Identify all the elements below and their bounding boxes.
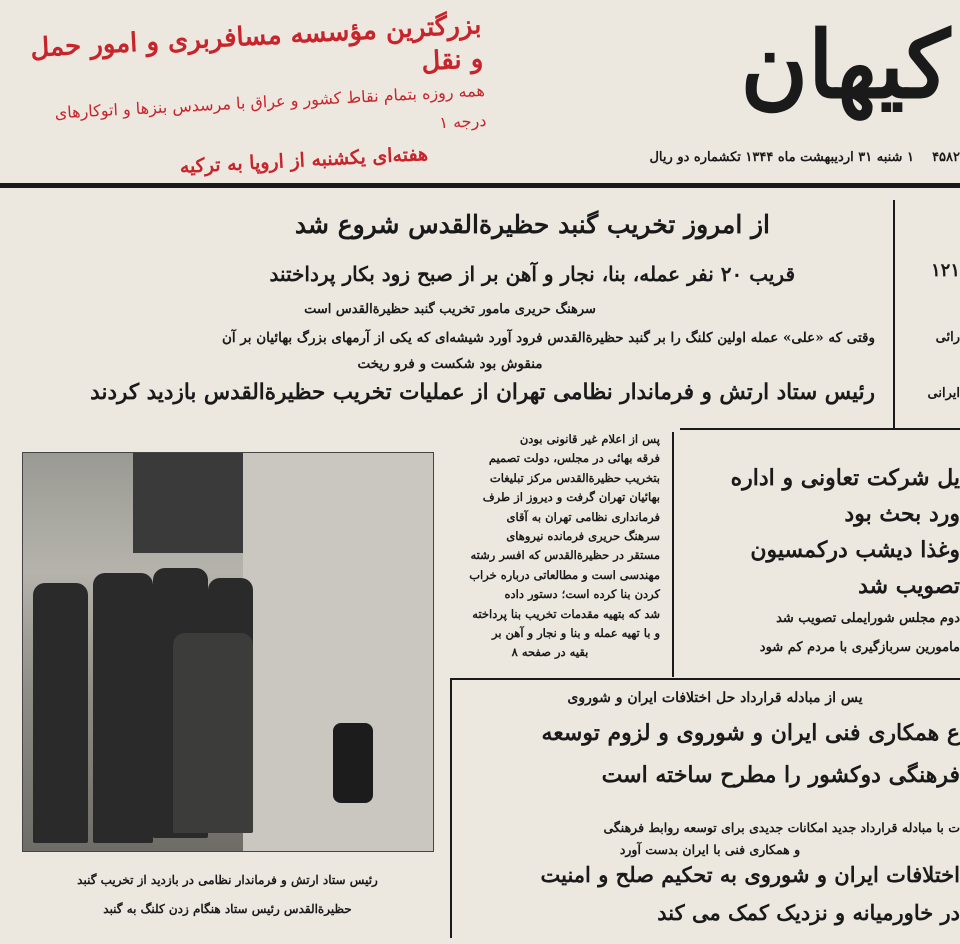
body-line: فرقه بهائی در مجلس، دولت تصمیم	[488, 451, 660, 466]
column-divider-right	[893, 200, 895, 428]
photo-caption-2: حظیرةالقدس رئیس ستاد هنگام زدن کلنگ به گنبد	[103, 902, 352, 916]
lead-bottom-rule	[680, 428, 960, 430]
lead-subhead-3: وقتی که «علی» عمله اولین کلنگ را بر گنبد حظیرةالقدس فرود آورد شیشه‌ای که یکی از آرمهای بزرگ بهائیان بر آن	[221, 330, 875, 346]
continued-note: بقیه در صفحه ۸	[511, 645, 589, 660]
bottom-story-side-rule	[450, 678, 452, 938]
right-story-line: وغذا دیشب درکمسیون	[750, 537, 960, 563]
photo-caption-1: رئیس ستاد ارتش و فرماندار نظامی در بازدید از تخریب گنبد	[77, 873, 378, 887]
body-line: فرمانداری نظامی تهران به آقای	[506, 509, 660, 524]
body-line: مهندسی است و مطالعاتی درباره خراب	[469, 567, 660, 582]
ad-line-3: هفته‌ای یکشنبه از اروپا به ترکیه	[179, 142, 429, 178]
right-snippet-1: ۱۲۱	[930, 260, 960, 281]
figure-shape	[33, 583, 88, 843]
bottom-text-2: و همکاری فنی با ایران بدست آورد	[619, 842, 801, 857]
body-line: بهائیان تهران گرفت و دیروز از طرف	[482, 490, 660, 505]
body-text-column	[440, 430, 660, 663]
ad-line-1: بزرگترین مؤسسه مسافربری و امور حمل و نقل	[29, 9, 484, 78]
lead-headline-2: رئیس ستاد ارتش و فرماندار نظامی تهران از عملیات تخریب حظیرةالقدس بازدید کردند	[90, 380, 875, 405]
body-line: بتخریب حظیرةالقدس مرکز تبلیغات	[489, 470, 660, 485]
body-line: مستقر در حظیرةالقدس که افسر رشته	[470, 548, 660, 563]
right-story-line: تصویب شد	[858, 573, 960, 599]
right-snippet-2: رائی	[935, 330, 960, 345]
news-photo	[22, 452, 434, 852]
dateline	[470, 150, 960, 165]
dateline-text: ۱ شنبه ۳۱ اردیبهشت ماه ۱۳۴۴ تکشماره دو ریال	[649, 150, 914, 165]
right-story-line: مامورین سربازگیری با مردم کم شود	[759, 640, 960, 655]
issue-number: ۴۵۸۲	[932, 150, 960, 165]
right-story-line: ورد بحث بود	[844, 501, 960, 527]
bottom-kicker: یس از مبادله قرارداد حل اختلافات ایران و شوروی	[567, 690, 863, 706]
body-line: شد که بتهیه مقدمات تخریب بنا پرداخته	[472, 606, 660, 621]
bottom-headline-4: در خاورمیانه و نزدیک کمک می کند	[657, 900, 960, 925]
masthead-title: کیهان	[740, 11, 950, 119]
figure-shape	[93, 573, 153, 843]
masthead-rule	[0, 183, 960, 188]
dome-hole	[333, 723, 373, 803]
bottom-story-rule	[452, 678, 960, 680]
bottom-headline-1: ع همکاری فنی ایران و شوروی و لزوم توسعه	[541, 720, 960, 746]
right-column-story	[690, 460, 960, 662]
body-line: و با تهیه عمله و بنا و نجار و آهن بر	[492, 626, 660, 641]
lead-subhead-2: سرهنگ حریری مامور تخریب گنبد حظیرةالقدس است	[304, 302, 596, 317]
body-line: پس از اعلام غیر قانونی بودن	[519, 432, 660, 446]
ad-line-2: همه روزه بتمام نقاط کشور و عراق با مرسدس بنزها و اتوکارهای درجه ۱	[54, 80, 487, 133]
bottom-text-1: ت با مبادله قرارداد جدید امکانات جدیدی برای توسعه روابط فرهنگی	[603, 820, 960, 835]
right-story-line: یل شرکت تعاونی و اداره	[730, 465, 960, 491]
right-story-line: دوم مجلس شورایملی تصویب شد	[776, 611, 960, 626]
lead-subhead-4: منقوش بود شکست و فرو ریخت	[357, 356, 543, 372]
lead-headline: از امروز تخریب گنبد حظیرةالقدس شروع شد	[294, 210, 770, 239]
advertisement	[16, 0, 488, 178]
bottom-headline-3: اختلافات ایران و شوروی به تحکیم صلح و امنیت	[540, 862, 960, 887]
right-snippet-3: ایرانی	[927, 386, 960, 401]
bottom-headline-2: فرهنگی دوکشور را مطرح ساخته است	[601, 762, 960, 788]
body-line: کردن بنا کرده است؛ دستور داده	[504, 587, 660, 602]
figure-shape	[173, 633, 253, 833]
column-divider-mid	[672, 432, 674, 677]
body-line: سرهنگ حریری فرمانده نیروهای	[506, 529, 660, 544]
lead-subhead-1: قریب ۲۰ نفر عمله، بنا، نجار و آهن بر از صبح زود بکار پرداختند	[269, 262, 795, 286]
